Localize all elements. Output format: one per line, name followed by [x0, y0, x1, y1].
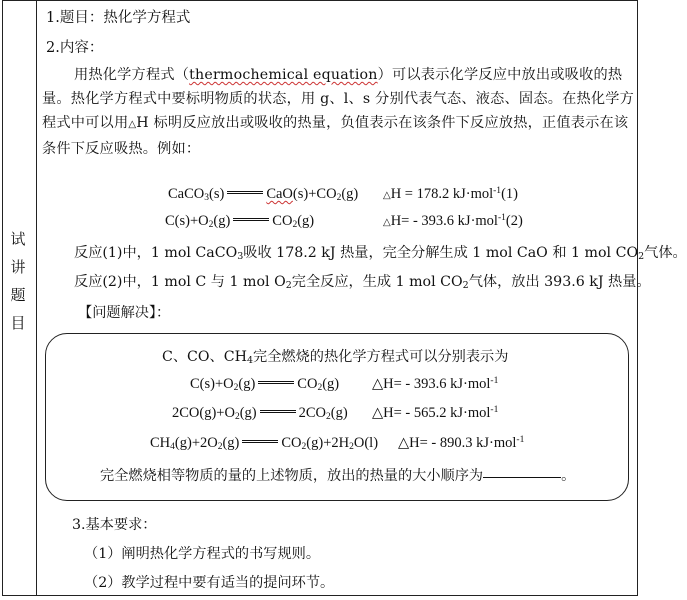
answer-blank[interactable] [483, 477, 561, 478]
problem-question [100, 465, 575, 485]
equals-arrow [260, 410, 296, 413]
column-divider [36, 0, 37, 596]
formula-part: (g) [222, 435, 240, 451]
side-char: 目 [10, 314, 26, 332]
subscript: 2 [285, 280, 292, 291]
equals-arrow [242, 440, 278, 443]
desc-text: 吸收 178.2 kJ 热量，完全分解生成 1 mol CaO 和 1 mol CO [243, 245, 639, 261]
question-text: 完全燃烧相等物质的量的上述物质，放出的热量的大小顺序为 [100, 468, 484, 484]
question-end: 。 [561, 468, 576, 484]
intro-text: ）可以表示化学反应中放出或吸收的热量。热化学方程式中要标明物质的状态，用 g、l、s 分别代表气态、液态、固态。在热化学方程式中可以用 [42, 67, 635, 131]
example-equation-1 [168, 186, 358, 203]
formula-part: CO [281, 435, 302, 451]
state: (s) [209, 186, 225, 202]
problem-text: C、CO、CH [162, 349, 247, 365]
desc-text: 反应(1)中，1 mol CaCO [74, 245, 238, 261]
subscript: 2 [233, 383, 239, 393]
enthalpy: △H= - 393.6 kJ·mol [372, 376, 491, 392]
problem-dh-3 [398, 435, 524, 452]
subscript: 3 [204, 193, 209, 203]
formula-part: CO [316, 186, 337, 202]
example-equation-2 [165, 213, 314, 230]
subscript: 2 [326, 412, 331, 422]
problem-dh-2 [372, 405, 498, 422]
problem-intro [162, 346, 508, 366]
state: (g) [330, 405, 348, 421]
subscript: 2 [317, 383, 323, 393]
problem-text: 完全燃烧的热化学方程式可以分别表示为 [253, 349, 509, 365]
formula-part: C(s)+O [165, 213, 209, 229]
formula-part: CO [272, 213, 293, 229]
formula-part: CO [297, 376, 318, 392]
example-dh-2 [383, 213, 523, 230]
equals-arrow [258, 381, 294, 384]
state: (g) [239, 405, 257, 421]
requirement-item: （2）教学过程中要有适当的提问环节。 [84, 575, 335, 591]
subscript: 2 [292, 220, 298, 230]
delta-symbol: △ [383, 217, 391, 228]
problem-dh-1 [372, 376, 498, 393]
subscript: 2 [336, 193, 342, 203]
equation-number: (1) [501, 186, 518, 202]
subscript: 4 [246, 355, 253, 366]
requirement-item: （1）阐明热化学方程式的书写规则。 [84, 546, 321, 562]
state: (g) [238, 376, 256, 392]
delta-symbol: △ [383, 190, 391, 201]
intro-term: thermochemical equation [189, 67, 378, 83]
formula-part: 2CO(g)+O [172, 405, 235, 421]
reaction-desc-1 [74, 242, 687, 262]
subscript: 3 [237, 251, 244, 262]
subscript: 2 [208, 220, 214, 230]
enthalpy: △H= - 890.3 kJ·mol [398, 435, 517, 451]
equation-number: (2) [505, 213, 523, 229]
formula-part: (g)+2O [174, 435, 218, 451]
problem-equation-2 [172, 405, 348, 422]
state: (g) [322, 376, 340, 392]
desc-text: 气体，放出 393.6 kJ 热量。 [468, 274, 651, 290]
side-char: 题 [10, 286, 26, 304]
formula-part: 2CO [298, 405, 327, 421]
subscript: 2 [217, 442, 223, 452]
desc-text: 气体。 [644, 245, 687, 261]
state: (s) [292, 186, 309, 202]
side-label [0, 225, 36, 337]
formula-part: (g)+2H [306, 435, 350, 451]
subscript: 4 [170, 442, 175, 452]
topic-title: 1.题目：热化学方程式 [46, 10, 191, 26]
enthalpy: H = 178.2 kJ·mol [390, 186, 494, 202]
requirements-heading: 3.基本要求： [72, 517, 157, 533]
reaction-desc-2 [74, 271, 651, 291]
state: (g) [341, 186, 359, 202]
subscript: 2 [462, 280, 469, 291]
equals-arrow [227, 191, 263, 194]
superscript: -1 [516, 435, 525, 445]
formula-part: CaCO [168, 186, 205, 202]
plus: + [308, 186, 317, 202]
superscript: -1 [493, 186, 502, 196]
formula-part: CaO [266, 186, 293, 202]
subscript: 2 [349, 442, 354, 452]
content-heading: 2.内容： [46, 40, 104, 56]
problem-equation-3 [150, 435, 378, 452]
enthalpy: H= - 393.6 kJ·mol [390, 213, 498, 229]
subscript: 2 [301, 442, 307, 452]
desc-text: 反应(2)中，1 mol C 与 1 mol O [74, 274, 286, 290]
superscript: -1 [497, 213, 506, 223]
superscript: -1 [490, 405, 499, 415]
formula-part: CH [150, 435, 171, 451]
intro-paragraph [42, 63, 637, 161]
problem-equation-1 [190, 376, 339, 393]
equals-arrow [233, 218, 269, 221]
problem-heading: 【问题解决】： [78, 305, 171, 321]
desc-text: 完全反应，生成 1 mol CO [291, 274, 463, 290]
superscript: -1 [490, 376, 499, 386]
example-dh-1 [383, 186, 518, 203]
subscript: 2 [234, 412, 240, 422]
formula-part: C(s)+O [190, 376, 234, 392]
intro-text: H 标明反应放出或吸收的热量，负值表示在该条件下反应放热，正值表示在该条件下反应吸热。例如： [42, 115, 629, 157]
intro-text: 用热化学方程式（ [74, 67, 190, 83]
formula-part: O(l) [353, 435, 379, 451]
delta-symbol: △ [128, 119, 137, 130]
enthalpy: △H= - 565.2 kJ·mol [372, 405, 491, 421]
state: (g) [213, 213, 231, 229]
side-char: 讲 [10, 258, 26, 276]
state: (g) [297, 213, 315, 229]
side-char: 试 [10, 230, 26, 248]
subscript: 2 [638, 251, 645, 262]
